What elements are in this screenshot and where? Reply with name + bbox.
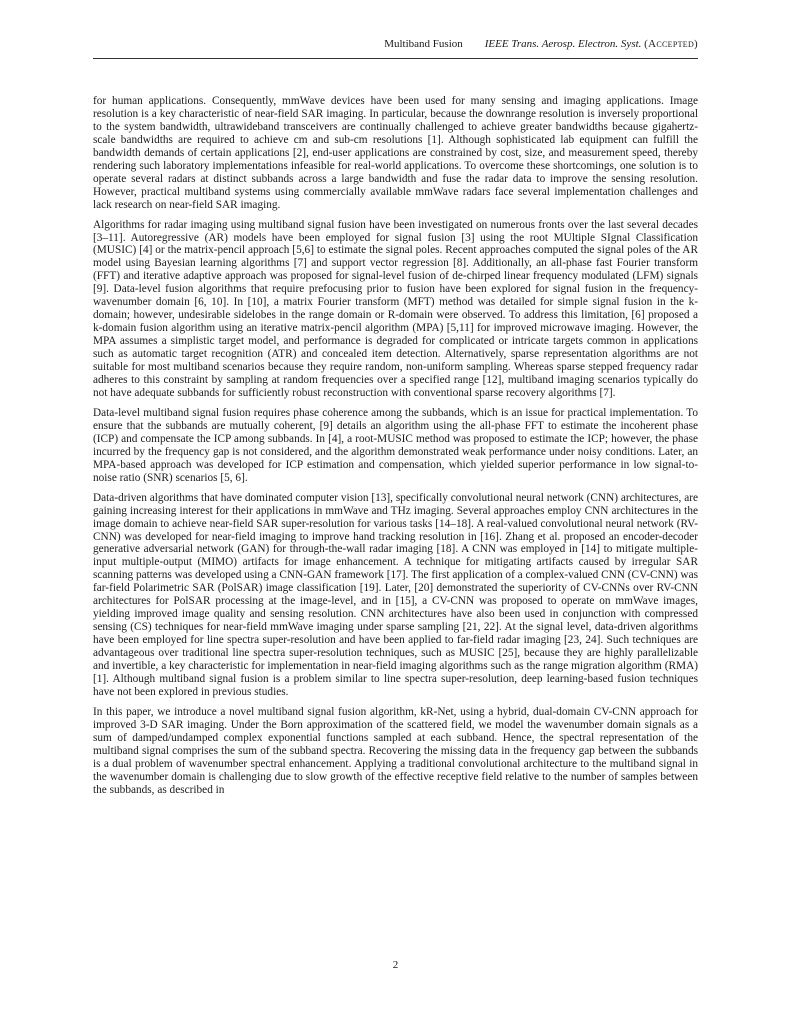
paragraph: In this paper, we introduce a novel multiband signal fusion algorithm, kR-Net, using a hybrid, dual-domain CV-CNN approach for improved 3-D SAR imaging. Under the Born approximation of the scattered field, we model the wavenumber domain signals as a sum of damped/undamped complex exponential functions sampled at each subband. Hence, the spectral representation of the multiband signal comprises the sum of the subband spectra. Recovering the missing data in the frequency gap between the subbands is a dual problem of wavenumber spectral enhancement. Applying a traditional convolutional architecture to the multiband signal in the wavenumber domain is challenging due to slow growth of the effective receptive field relative to the number of samples between the subbands, as described in [93,705,698,796]
paragraph: Data-driven algorithms that have dominated computer vision [13], specifically convolutional neural network (CNN) architectures, are gaining increasing interest for their applications in mmWave and THz imaging. Several approaches employ CNN architectures in the image domain to achieve near-field SAR super-resolution for various tasks [14–18]. A real-valued convolutional neural network (RV-CNN) was developed for near-field imaging to improve hand tracking resolution in [16]. Zhang et al. proposed an encoder-decoder generative adversarial network (GAN) for through-the-wall radar imaging [18]. A CNN was employed in [14] to mitigate multiple-input multiple-output (MIMO) artifacts for image enhancement. A technique for mitigating artifacts caused by irregular SAR scanning patterns was developed using a CNN-GAN framework [17]. The first application of a complex-valued CNN (CV-CNN) was far-field Polarimetric SAR (PolSAR) image classification [19]. Later, [20] demonstrated the superiority of CV-CNNs over RV-CNN architectures for PolSAR processing at the image-level, and in [15], a CV-CNN was proposed to operate on mmWave images, yielding improved image quality and sensing resolution. CNN architectures have also been used in conjunction with compressed sensing (CS) techniques for near-field mmWave imaging under sparse sampling [21, 22]. At the signal level, data-driven algorithms have been employed for line spectra super-resolution and have been applied to far-field radar imaging [23, 24]. Such techniques are advantageous over traditional line spectra super-resolution techniques, such as MUSIC [25], because they are highly parallelizable and invertible, a key characteristic for implementation in near-field imaging algorithms such as the range migration algorithm (RMA) [1]. Although multiband signal fusion is a problem similar to line spectra super-resolution, deep learning-based fusion techniques have not been explored in previous studies. [93,491,698,698]
running-header [93,38,698,50]
header-status: (Accepted) [644,38,698,50]
paragraph: Algorithms for radar imaging using multiband signal fusion have been investigated on numerous fronts over the last several decades [3–11]. Autoregressive (AR) models have been employed for signal fusion [3] using the root MUltiple SIgnal Classification (MUSIC) [4] or the matrix-pencil approach [5,6] to estimate the signal poles. Recent approaches computed the signal poles of the AR model using Bayesian learning algorithms [7] and support vector regression [8]. Additionally, an all-phase fast Fourier transform (FFT) and iterative adaptive approach was proposed for signal-level fusion of de-chirped linear frequency modulated (LFM) signals [9]. Data-level fusion algorithms that require prefocusing prior to fusion have been explored for signal fusion in the frequency-wavenumber domain [6, 10]. In [10], a matrix Fourier transform (MFT) method was detailed for simple signal fusion in the k-domain; however, undesirable sidelobes in the range domain or R-domain were observed. To address this limitation, [6] proposed a k-domain fusion algorithm using an iterative matrix-pencil algorithm (MPA) [5,11] for improved microwave imaging. However, the MPA assumes a simplistic target model, and performance is degraded for complicated or intricate targets common in applications such as automatic target recognition (ATR) and concealed item detection. Alternatively, sparse representation algorithms are not suitable for most multiband scenarios because they require random, non-uniform sampling. Whereas sparse stepped frequency radar adheres to this constraint by sampling at random frequencies over a specified range [12], multiband imaging scenarios typically do not have adequate subbands for sufficiently robust reconstruction with conventional sparse recovery algorithms [7]. [93,218,698,399]
header-short-title: Multiband Fusion [384,38,463,50]
header-journal [485,38,698,50]
paragraph: Data-level multiband signal fusion requires phase coherence among the subbands, which is an issue for practical implementation. To ensure that the subbands are mutually coherent, [9] details an algorithm using the all-phase FFT to estimate the incoherent phase (ICP) and compensate the ICP among subbands. In [4], a root-MUSIC method was proposed to estimate the ICP; however, the phase incurred by the frequency gap is not considered, and the algorithm demonstrated weak performance under noisy conditions. Later, an MPA-based approach was developed for ICP estimation and compensation, which yielded superior performance in low signal-to-noise ratio (SNR) scenarios [5, 6]. [93,406,698,484]
paragraph: for human applications. Consequently, mmWave devices have been used for many sensing and imaging applications. Image resolution is a key characteristic of near-field SAR imaging. In particular, because the downrange resolution is inversely proportional to the system bandwidth, ultrawideband transceivers are continually challenged to achieve greater bandwidths because gigahertz-scale bandwidths are required to achieve cm and sub-cm resolutions [1]. Although sophisticated lab equipment can fulfill the bandwidth demands of certain applications [2], end-user applications are constrained by cost, size, and measurement speed, thereby rendering such laboratory implementations infeasible for real-world applications. To overcome these shortcomings, one solution is to operate several radars at distinct subbands across a large bandwidth and fuse the radar data to improve the sensing resolution. However, practical multiband systems using commercially available mmWave radars face several implementation challenges and lack research on near-field SAR imaging. [93,95,698,211]
header-journal-name: IEEE Trans. Aerosp. Electron. Syst. [484,38,642,50]
page-number: 2 [392,959,399,971]
body-text [93,95,698,804]
header-rule [93,58,698,59]
